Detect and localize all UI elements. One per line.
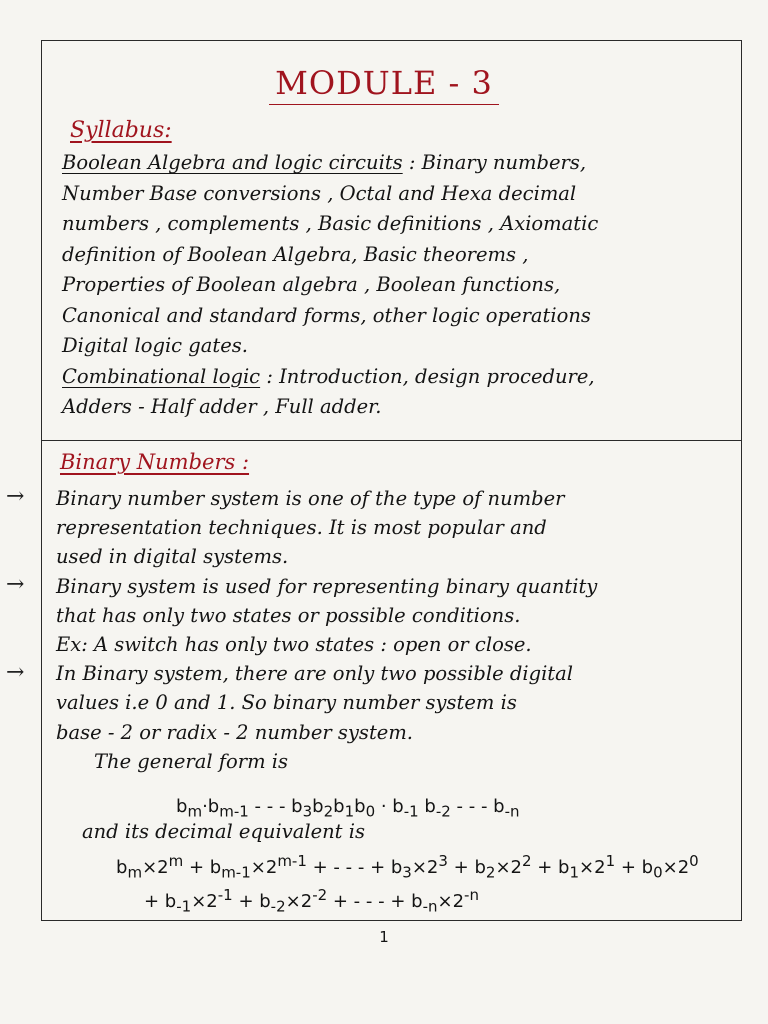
para3-line-3: base - 2 or radix - 2 number system. [56, 720, 414, 744]
arrow-icon: → [6, 484, 25, 509]
para2-line-1: Binary system is used for representing binary quantity [56, 574, 598, 598]
syllabus-line-9: Adders - Half adder , Full adder. [62, 395, 382, 418]
equivalent-label: and its decimal equivalent is [82, 820, 365, 843]
syllabus-line-1-rest: : Binary numbers, [408, 151, 587, 174]
equivalent-formula-line-2: + $b_{-1}\times 2^{-1} + b_{-2}\times 2^{-2}$ + - - - + $b_{-n}\times 2^{-n}$ [144, 886, 479, 916]
para1-line-3: used in digital systems. [56, 545, 289, 569]
example-line: Ex: A switch has only two states : open or close. [56, 633, 532, 657]
page-number: 1 [379, 928, 389, 946]
general-form-formula: $b_m\cdot b_{m-1}$ - - - $b_3b_2b_1b_0 \cdot b_{-1}$ $b_{-2}$ - - - $b_{-n}$ [176, 796, 520, 821]
para1-line-1: Binary number system is one of the type of number [56, 487, 565, 510]
binary-heading: Binary Numbers : [60, 450, 250, 474]
syllabus-topic-1: Boolean Algebra and logic circuits [62, 151, 403, 174]
para3-line-2: values i.e 0 and 1. So binary number system is [56, 691, 517, 715]
para3-line-1: In Binary system, there are only two possible digital [56, 662, 574, 686]
syllabus-line-4: definition of Boolean Algebra, Basic theorems , [62, 242, 529, 266]
syllabus-line-5: Properties of Boolean algebra , Boolean functions, [62, 273, 561, 296]
syllabus-text [62, 148, 738, 423]
arrow-icon: → [6, 660, 25, 685]
para2-line-2: that has only two states or possible conditions. [56, 603, 521, 627]
arrow-icon: → [6, 572, 25, 597]
syllabus-line-8 [62, 362, 738, 393]
syllabus-line-1 [62, 148, 738, 179]
page-title [0, 64, 768, 102]
para1-line-2: representation techniques. It is most popular and [56, 516, 547, 540]
title-text: MODULE - 3 [269, 64, 499, 105]
syllabus-line-7: Digital logic gates. [62, 334, 248, 357]
syllabus-topic-2-rest: : Introduction, design procedure, [266, 364, 595, 388]
section-divider [41, 440, 742, 441]
syllabus-topic-2: Combinational logic [62, 364, 261, 388]
syllabus-line-2: Number Base conversions , Octal and Hexa decimal [62, 181, 577, 205]
general-form-label: The general form is [94, 749, 289, 773]
equivalent-formula-line-1: $b_m\times 2^m + b_{m-1}\times 2^{m-1}$ + - - - + $b_3\times 2^3 + b_2\times 2^2 + b_1\times 2^1 + b_0\times 2^0$ [116, 852, 699, 882]
syllabus-line-3: numbers , complements , Basic definitions , Axiomatic [62, 212, 599, 235]
syllabus-heading: Syllabus: [70, 118, 172, 143]
syllabus-line-6: Canonical and standard forms, other logic operations [62, 303, 591, 327]
binary-text [56, 484, 746, 776]
